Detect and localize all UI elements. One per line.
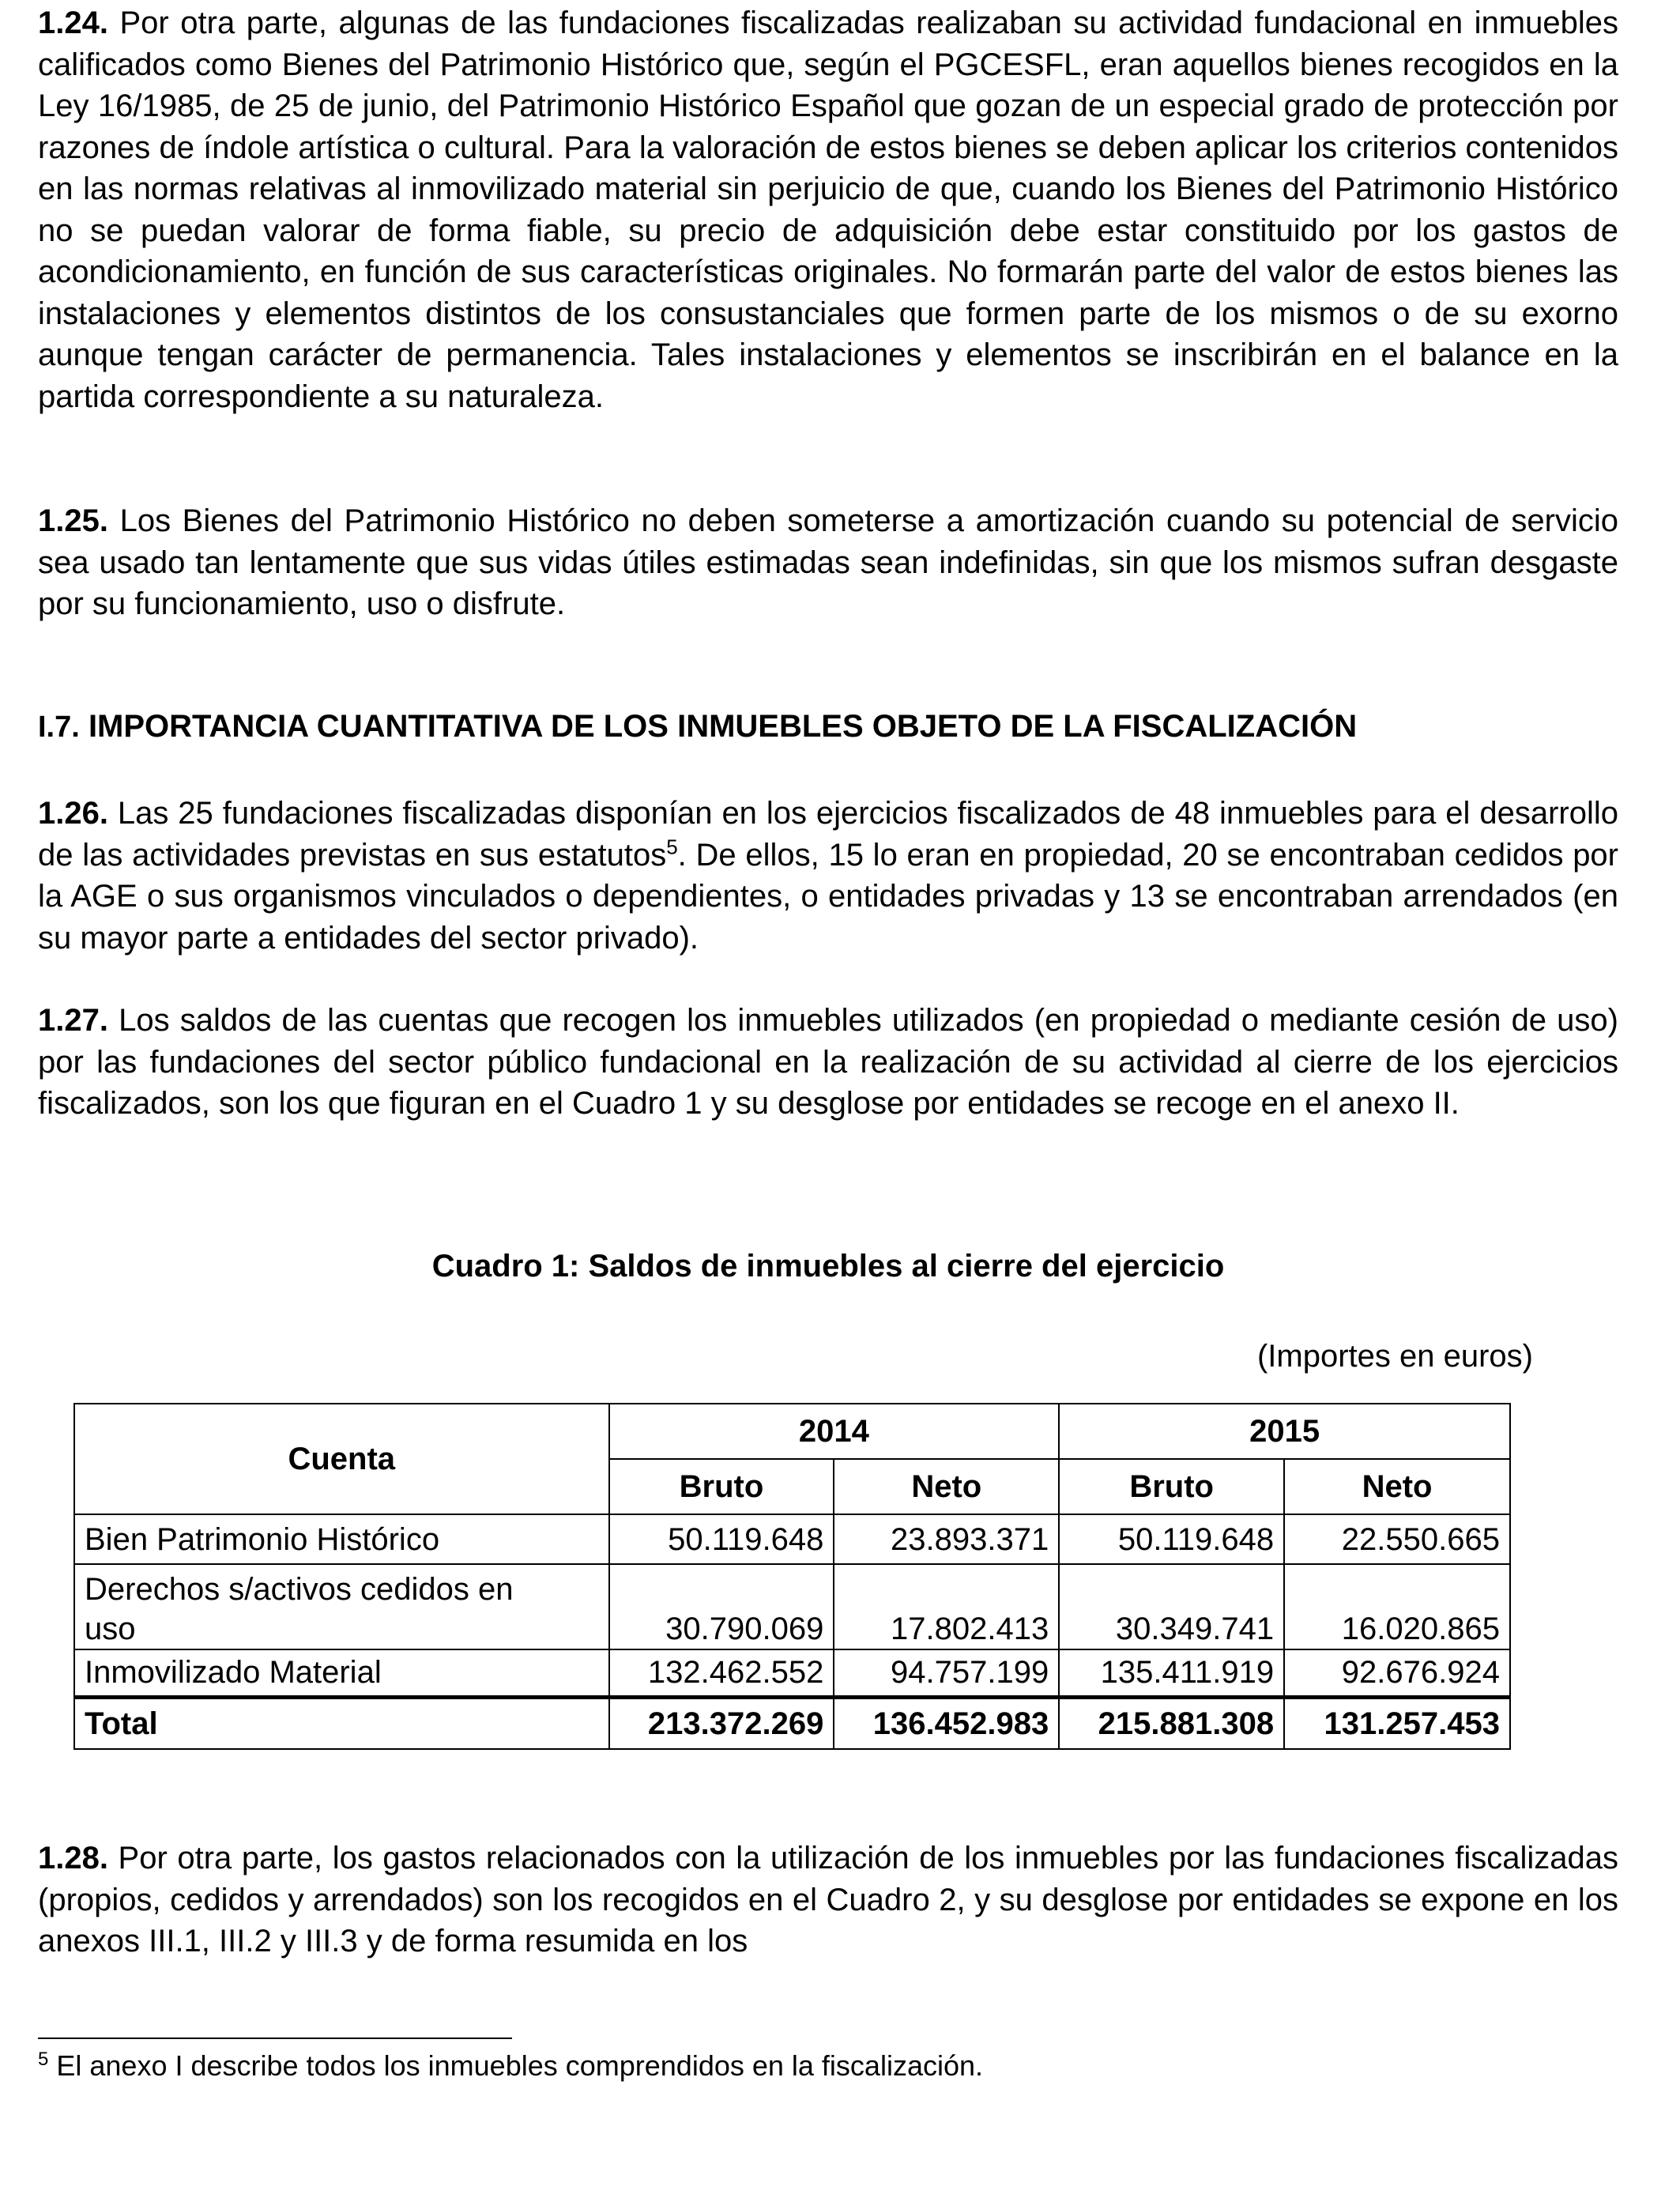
table-row [74, 1649, 1510, 1697]
subheader-bruto-2014: Bruto [609, 1459, 834, 1514]
paragraph-text-continued: . De ellos, 15 lo eran en propiedad, 20 se encontraban cedidos por la AGE o sus organismos vinculados o dependientes, o entidades privadas y 13 se encontraban arrendados (en su mayor parte a entidades del sector privado). [38, 837, 1619, 956]
cell-value: 50.119.648 [609, 1514, 834, 1564]
header-year-2015: 2015 [1059, 1404, 1510, 1459]
paragraph-1-24 [38, 2, 1618, 417]
section-heading [38, 706, 1618, 748]
paragraph-1-25 [38, 500, 1618, 625]
total-value: 213.372.269 [609, 1697, 834, 1749]
section-title: IMPORTANCIA CUANTITATIVA DE LOS INMUEBLES OBJETO DE LA FISCALIZACIÓN [88, 709, 1358, 744]
table-caption: Cuadro 1: Saldos de inmuebles al cierre del ejercicio [431, 1249, 1225, 1284]
subheader-bruto-2015: Bruto [1059, 1459, 1284, 1514]
cell-value: 132.462.552 [609, 1649, 834, 1697]
paragraph-text: Las 25 fundaciones fiscalizadas disponían en los ejercicios fiscalizados de 48 inmuebles para el desarrollo de las actividades previstas en sus estatutos [38, 796, 1618, 873]
row-label-line-2: uso [85, 1612, 136, 1646]
paragraph-1-26 [38, 793, 1618, 959]
footnote-reference[interactable]: 5 [666, 835, 678, 859]
cell-value: 22.550.665 [1284, 1514, 1510, 1564]
balances-table [73, 1403, 1511, 1750]
cell-value: 23.893.371 [834, 1514, 1059, 1564]
footnote-number: 5 [38, 2049, 49, 2070]
footnote-separator [38, 2038, 512, 2039]
total-value: 136.452.983 [834, 1697, 1059, 1749]
table-total-row [74, 1697, 1510, 1749]
cell-value: 30.790.069 [609, 1564, 834, 1649]
paragraph-1-28 [38, 1838, 1618, 1962]
cell-value: 50.119.648 [1059, 1514, 1284, 1564]
subheader-neto-2014: Neto [834, 1459, 1059, 1514]
paragraph-number: 1.25. [38, 503, 108, 538]
paragraph-text: Los Bienes del Patrimonio Histórico no deben someterse a amortización cuando su potencial de servicio sea usado tan lentamente que sus vidas útiles estimadas sean indefinidas, sin que los mismos sufran desgaste por su funcionamiento, uso o disfrute. [38, 503, 1618, 621]
paragraph-text: Por otra parte, algunas de las fundaciones fiscalizadas realizaban su actividad fundacional en inmuebles calificados como Bienes del Patrimonio Histórico que, según el PGCESFL, eran aquellos bienes recogidos en la Ley 16/1985, de 25 de junio, del Patrimonio Histórico Español que gozan de un especial grado de protección por razones de índole artística o cultural. Para la valoración de estos bienes se deben aplicar los criterios contenidos en las normas relativas al inmovilizado material sin perjuicio de que, cuando los Bienes del Patrimonio Histórico no se puedan valorar de forma fiable, su precio de adquisición debe estar constituido por los gastos de acondicionamiento, en función de sus características originales. No formarán parte del valor de estos bienes las instalaciones y elementos distintos de los consustanciales que formen parte de los mismos o de su exorno aunque tengan carácter de permanencia. Tales instalaciones y elementos se inscribirán en el balance en la partida correspondiente a su naturaleza. [38, 6, 1619, 414]
cell-value: 92.676.924 [1284, 1649, 1510, 1697]
section-number: I.7. [38, 711, 80, 744]
paragraph-text: Los saldos de las cuentas que recogen los inmuebles utilizados (en propiedad o mediante cesión de uso) por las fundaciones del sector público fundacional en la realización de su actividad al cierre de los ejercicios fiscalizados, son los que figuran en el Cuadro 1 y su desglose por entidades se recoge en el anexo II. [38, 1003, 1618, 1121]
subheader-neto-2015: Neto [1284, 1459, 1510, 1514]
cell-value: 16.020.865 [1284, 1564, 1510, 1649]
cell-value: 94.757.199 [834, 1649, 1059, 1697]
header-year-2014: 2014 [609, 1404, 1060, 1459]
table-row [74, 1514, 1510, 1564]
total-value: 131.257.453 [1284, 1697, 1510, 1749]
row-label: Inmovilizado Material [74, 1649, 609, 1697]
total-value: 215.881.308 [1059, 1697, 1284, 1749]
paragraph-number: 1.27. [38, 1003, 108, 1038]
table-row [74, 1564, 1510, 1649]
row-label-line-1: Derechos s/activos cedidos en [85, 1572, 514, 1607]
total-label: Total [74, 1697, 609, 1749]
cell-value: 135.411.919 [1059, 1649, 1284, 1697]
row-label [74, 1564, 609, 1649]
row-label: Bien Patrimonio Histórico [74, 1514, 609, 1564]
table-header-row [74, 1404, 1510, 1459]
cell-value: 30.349.741 [1059, 1564, 1284, 1649]
paragraph-text: Por otra parte, los gastos relacionados con la utilización de los inmuebles por las fundaciones fiscalizadas (propios, cedidos y arrendados) son los recogidos en el Cuadro 2, y su desglose por entidades se expone en los anexos III.1, III.2 y III.3 y de forma resumida en los [38, 1841, 1618, 1958]
paragraph-number: 1.26. [38, 796, 108, 831]
paragraph-number: 1.28. [38, 1841, 108, 1875]
cell-value: 17.802.413 [834, 1564, 1059, 1649]
paragraph-number: 1.24. [38, 6, 108, 40]
table-units: (Importes en euros) [1256, 1339, 1533, 1374]
header-cuenta: Cuenta [74, 1404, 609, 1514]
footnote-text: El anexo I describe todos los inmuebles comprendidos en la fiscalización. [56, 2049, 984, 2082]
paragraph-1-27 [38, 1000, 1618, 1125]
footnote [38, 2047, 1618, 2085]
